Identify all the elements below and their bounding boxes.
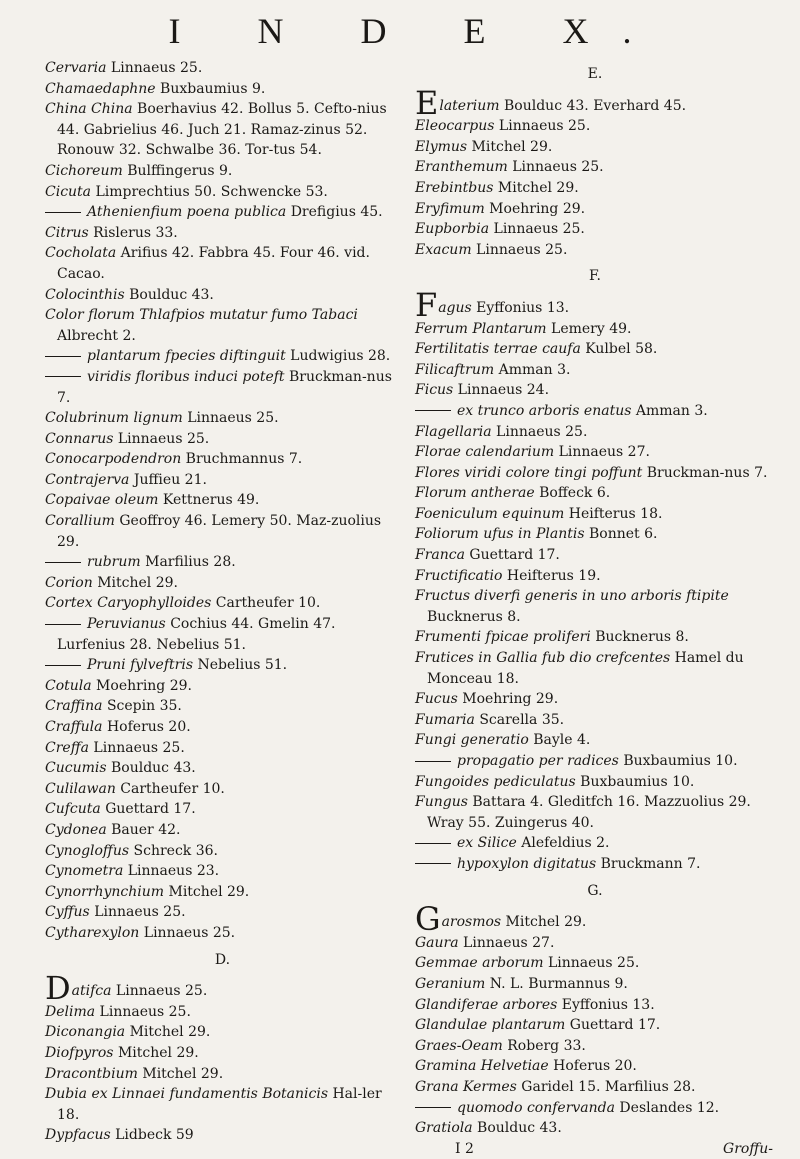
index-entry — [415, 1015, 775, 1036]
index-entry — [415, 586, 775, 627]
index-entry — [45, 346, 400, 367]
entry-term: Cucumis — [45, 760, 107, 777]
index-entry — [45, 969, 400, 1008]
index-entry — [415, 900, 775, 939]
entry-references: Linnaeus 25. — [494, 118, 591, 135]
entry-references: Bonnet 6. — [584, 526, 658, 543]
entry-references: Bucknerus 8. — [590, 629, 689, 646]
index-entry — [415, 157, 775, 178]
entry-references: Linnaeus 25. — [543, 955, 640, 972]
entry-term: rubrum — [87, 554, 141, 571]
initial-capital: F — [415, 285, 438, 324]
entry-term: Creffa — [45, 739, 89, 756]
entry-term: Cocholata — [45, 245, 117, 262]
entry-references: Kulbel 58. — [580, 341, 658, 358]
index-entry — [45, 1043, 400, 1064]
entry-term: Cydonea — [45, 821, 107, 838]
index-entry — [45, 79, 400, 100]
entry-term: Exacum — [415, 241, 472, 258]
index-entry — [415, 1098, 775, 1119]
entry-references: Scepin 35. — [102, 698, 182, 715]
index-entry — [415, 566, 775, 587]
entry-term: Eupborbia — [415, 221, 490, 238]
entry-term: atifca — [71, 983, 112, 1000]
index-entry — [415, 933, 775, 954]
entry-references: Scarella 35. — [474, 711, 565, 728]
entry-references: Lemery 49. — [546, 320, 632, 337]
entry-references: Linnaeus 25. — [111, 983, 208, 1000]
index-entry — [45, 676, 400, 697]
entry-references: Mitchel 29. — [501, 914, 587, 931]
index-entry — [415, 137, 775, 158]
index-entry — [415, 751, 775, 772]
entry-term: Eranthemum — [415, 159, 508, 176]
entry-references: Mitchel 29. — [467, 138, 553, 155]
index-entry — [45, 923, 400, 944]
index-entry — [45, 1002, 400, 1023]
index-entry — [415, 285, 775, 324]
entry-term: ex trunco arboris enatus — [457, 402, 632, 419]
entry-term: Gaura — [415, 934, 459, 951]
entry-references: Heifterus 18. — [564, 505, 663, 522]
index-entry — [45, 655, 400, 676]
ditto-dash — [45, 212, 81, 213]
entry-term: Pruni fylveftris — [87, 657, 193, 674]
entry-term: propagatio per radices — [457, 753, 619, 769]
index-entry — [45, 779, 400, 800]
entry-term: Dypfacus — [45, 1127, 111, 1144]
entry-references: Boulduc 43. — [124, 286, 214, 303]
entry-references: Boulduc 43. Everhard 45. — [499, 97, 687, 114]
entry-term: Corallium — [45, 513, 115, 530]
entry-term: Fructus diverfi generis in uno arboris ftipite — [415, 588, 729, 605]
index-entry — [45, 490, 400, 511]
index-entry — [415, 1056, 775, 1077]
entry-term: Frumenti fpicae proliferi — [415, 629, 591, 646]
entry-term: Copaivae oleum — [45, 492, 159, 509]
entry-term: Cynorrhynchium — [45, 883, 165, 900]
index-entry — [45, 449, 400, 470]
index-entry — [45, 738, 400, 759]
entry-term: Conocarpodendron — [45, 451, 182, 468]
entry-references: Heifterus 19. — [502, 567, 601, 584]
entry-term: Ferrum Plantarum — [415, 320, 547, 337]
index-entry — [45, 799, 400, 820]
entry-term: Dracontbium — [45, 1065, 138, 1082]
entry-references: Amman 3. — [631, 402, 708, 419]
index-entry — [45, 1125, 400, 1146]
entry-term: Florae calendarium — [415, 444, 555, 461]
entry-term: Eleocarpus — [415, 118, 495, 135]
entry-term: Flores viridi colore tingi poffunt — [415, 464, 643, 481]
entry-term: Cynometra — [45, 863, 124, 880]
entry-term: Cortex Caryophylloides — [45, 595, 212, 612]
entry-references: Moehring 29. — [91, 677, 192, 694]
entry-references: Juffieu 21. — [129, 471, 207, 488]
entry-references: Albrecht 2. — [57, 327, 136, 344]
entry-term: Fructificatio — [415, 567, 503, 584]
entry-term: Diofpyros — [45, 1044, 114, 1061]
entry-term: Flagellaria — [415, 423, 492, 440]
initial-capital: E — [415, 83, 439, 122]
entry-references: Limprechtius 50. Schwencke 53. — [91, 183, 328, 200]
index-entry — [45, 243, 400, 284]
index-entry — [415, 995, 775, 1016]
entry-references: Linnaeus 25. — [95, 1003, 191, 1020]
entry-references: Hoferus 20. — [102, 719, 191, 735]
index-entry — [45, 202, 400, 223]
index-entry — [415, 689, 775, 710]
entry-references: Buxbaumius 9. — [155, 80, 266, 97]
entry-references: Linnaeus 25. — [139, 924, 236, 941]
entry-term: Colubrinum lignum — [45, 410, 183, 427]
entry-term: Ficus — [415, 382, 454, 399]
index-entry — [415, 1077, 775, 1098]
index-column-left — [45, 58, 400, 1146]
entry-references: Mitchel 29. — [125, 1024, 211, 1041]
entry-references: Bruckman-nus 7. — [642, 464, 768, 481]
entry-term: Cotula — [45, 677, 92, 694]
entry-references: Nebelius 51. — [193, 657, 288, 674]
index-entry — [415, 1118, 775, 1139]
entry-term: Colocinthis — [45, 286, 125, 303]
index-entry — [45, 882, 400, 903]
initial-capital: D — [45, 969, 71, 1008]
entry-term: Fumaria — [415, 711, 475, 728]
index-entry — [45, 861, 400, 882]
initial-capital: G — [415, 900, 441, 939]
entry-term: Gramina Helvetiae — [415, 1058, 549, 1075]
entry-term: Foliorum ufus in Plantis — [415, 526, 585, 543]
index-entry — [415, 199, 775, 220]
index-entry — [415, 483, 775, 504]
entry-references: Linnaeus 25. — [507, 159, 604, 176]
entry-references: Kettnerus 49. — [158, 492, 260, 509]
index-entry — [45, 696, 400, 717]
entry-references: Boulduc 43. — [472, 1120, 562, 1137]
index-entry — [415, 710, 775, 731]
entry-term: Citrus — [45, 224, 89, 241]
signature-mark: I 2 — [455, 1140, 474, 1157]
entry-references: Boulduc 43. — [106, 760, 196, 777]
entry-references: Moehring 29. — [457, 691, 559, 708]
index-entry — [45, 820, 400, 841]
index-column-right — [415, 58, 775, 1159]
entry-term: quomodo confervanda — [457, 1099, 615, 1116]
entry-term: Fungus — [415, 794, 468, 811]
entry-term: Fungi generatio — [415, 732, 529, 749]
entry-term: Cufcuta — [45, 801, 101, 818]
index-entry — [45, 305, 400, 346]
entry-references: Bruchmannus 7. — [181, 451, 303, 468]
entry-references: Mitchel 29. — [92, 574, 178, 591]
index-entry — [415, 442, 775, 463]
entry-references: Linnaeus 27. — [458, 934, 555, 951]
index-entry — [45, 841, 400, 862]
entry-term: hypoxylon digitatus — [457, 855, 597, 872]
index-entry — [45, 758, 400, 779]
index-entry — [45, 573, 400, 594]
entry-term: Delima — [45, 1003, 96, 1020]
index-entry — [45, 1022, 400, 1043]
entry-references: Arifius 42. Fabbra 45. Four 46. vid. Cacao. — [57, 245, 370, 282]
entry-term: Peruvianus — [87, 616, 166, 633]
entry-term: Cichoreum — [45, 162, 123, 179]
index-entry — [415, 83, 775, 122]
entry-term: Cynogloffus — [45, 842, 130, 859]
entry-references: Mitchel 29. — [137, 1065, 224, 1082]
entry-term: Filicaftrum — [415, 361, 495, 378]
entry-references: Ludwigius 28. — [285, 348, 391, 365]
entry-references: Marfilius 28. — [140, 554, 236, 571]
entry-references: Linnaeus 25. — [106, 60, 203, 76]
ditto-dash — [415, 410, 451, 411]
entry-references: Eyffonius 13. — [557, 996, 655, 1013]
index-entry — [45, 58, 400, 79]
entry-term: Craffula — [45, 719, 103, 735]
entry-references: Linnaeus 27. — [554, 444, 650, 461]
index-entry — [415, 178, 775, 199]
section-letter: G. — [587, 882, 603, 899]
entry-term: laterium — [439, 97, 500, 114]
entry-references: Schreck 36. — [129, 842, 218, 859]
index-entry — [415, 463, 775, 484]
entry-references: Mitchel 29. — [493, 179, 579, 196]
index-entry — [415, 240, 775, 261]
entry-term: Foeniculum equinum — [415, 505, 565, 522]
index-entry — [415, 504, 775, 525]
ditto-dash — [45, 356, 81, 357]
index-entry — [415, 116, 775, 137]
index-entry — [45, 161, 400, 182]
entry-references: Linnaeus 23. — [123, 863, 220, 880]
index-entry — [415, 219, 775, 240]
entry-term: Culilawan — [45, 780, 116, 797]
entry-references: Mitchel 29. — [164, 883, 250, 900]
entry-term: Cicuta — [45, 183, 92, 200]
entry-references: Linnaeus 25. — [88, 739, 185, 756]
entry-term: Grana Kermes — [415, 1078, 517, 1095]
entry-term: Color florum Thlafpios mutatur fumo Tabaci — [45, 307, 358, 324]
entry-references: Linnaeus 25. — [489, 221, 585, 238]
index-entry — [45, 429, 400, 450]
ditto-dash — [415, 761, 451, 762]
entry-term: ex Silice — [457, 835, 517, 852]
entry-references: Guettard 17. — [100, 801, 196, 818]
entry-references: Cartheufer 10. — [115, 780, 225, 797]
entry-references: Mitchel 29. — [113, 1044, 199, 1061]
ditto-dash — [415, 863, 451, 864]
entry-references: Linnaeus 25. — [182, 410, 279, 427]
entry-term: China China — [45, 101, 133, 118]
entry-references: Buxbaumius 10. — [618, 753, 738, 769]
entry-term: viridis floribus induci poteft — [87, 368, 285, 385]
index-entry — [415, 833, 775, 854]
entry-term: agus — [438, 299, 472, 316]
ditto-dash — [415, 1107, 451, 1108]
entry-term: Geranium — [415, 975, 486, 992]
entry-term: Craffina — [45, 698, 103, 715]
entry-references: Bayle 4. — [528, 732, 591, 749]
page-footer — [415, 1139, 775, 1159]
entry-references: Linnaeus 24. — [453, 382, 550, 399]
index-entry — [45, 470, 400, 491]
catchword: Groffu- — [723, 1140, 773, 1157]
index-entry — [45, 408, 400, 429]
index-entry — [45, 1064, 400, 1085]
entry-term: Eryfimum — [415, 200, 485, 217]
entry-references: Linnaeus 25. — [491, 423, 588, 440]
index-entry — [415, 422, 775, 443]
entry-term: Cyffus — [45, 904, 90, 921]
entry-references: Hamel du Monceau 18. — [427, 650, 744, 687]
ditto-dash — [45, 624, 81, 625]
entry-term: Glandulae plantarum — [415, 1017, 566, 1034]
ditto-dash — [45, 376, 81, 377]
entry-term: Chamaedaphne — [45, 80, 156, 97]
section-letter: D. — [214, 951, 231, 968]
entry-term: Contrajerva — [45, 471, 130, 488]
entry-references: N. L. Burmannus 9. — [485, 975, 628, 992]
entry-references: Linnaeus 25. — [113, 430, 210, 447]
entry-references: Moehring 29. — [484, 200, 586, 217]
entry-term: Gemmae arborum — [415, 955, 544, 972]
ditto-dash — [415, 843, 451, 844]
entry-references: Amman 3. — [494, 361, 571, 378]
index-entry — [415, 953, 775, 974]
index-entry — [415, 380, 775, 401]
entry-references: Eyffonius 13. — [471, 299, 570, 316]
index-entry — [415, 524, 775, 545]
index-entry — [415, 319, 775, 340]
entry-term: Erebintbus — [415, 179, 494, 196]
entry-references: Bucknerus 8. — [427, 608, 521, 625]
entry-term: Fungoides pediculatus — [415, 773, 576, 790]
entry-references: Linnaeus 25. — [89, 904, 186, 921]
index-entry — [45, 223, 400, 244]
index-entry — [415, 627, 775, 648]
index-entry — [415, 401, 775, 422]
index-entry — [415, 1036, 775, 1057]
index-entry — [415, 854, 775, 875]
entry-term: Corion — [45, 574, 93, 591]
entry-references: Bauer 42. — [106, 821, 181, 838]
entry-references: Boerhavius 42. Bollus 5. Cefto-nius 44. Gabrielius 46. Juch 21. Ramaz-zinus 52. Ronouw 32. Schwalbe 36. Tor-tus 54. — [57, 101, 387, 159]
entry-term: Diconangia — [45, 1024, 126, 1041]
index-entry — [45, 285, 400, 306]
entry-term: Dubia ex Linnaei fundamentis Botanicis — [45, 1086, 329, 1103]
page-title: I N D E X. — [168, 11, 666, 51]
entry-references: Bruckmann 7. — [596, 855, 701, 872]
index-entry — [415, 974, 775, 995]
ditto-dash — [45, 665, 81, 666]
section-letter: E. — [587, 66, 603, 82]
index-entry — [45, 367, 400, 408]
index-entry — [45, 717, 400, 738]
entry-term: plantarum fpecies diftinguit — [87, 348, 286, 365]
entry-references: Deslandes 12. — [614, 1099, 720, 1116]
entry-references: Guettard 17. — [464, 547, 560, 564]
index-entry — [45, 614, 400, 655]
entry-term: Cytharexylon — [45, 924, 140, 941]
entry-term: Cervaria — [45, 60, 107, 76]
entry-term: Graes-Oeam — [415, 1037, 503, 1054]
entry-references: Lidbeck 59 — [110, 1127, 194, 1144]
entry-term: Glandiferae arbores — [415, 996, 558, 1013]
entry-term: Fertilitatis terrae caufa — [415, 341, 581, 358]
ditto-dash — [45, 562, 81, 563]
entry-references: Geoffroy 46. Lemery 50. Maz-zuolius 29. — [57, 513, 382, 550]
entry-term: Gratiola — [415, 1120, 473, 1137]
index-entry — [415, 339, 775, 360]
entry-references: Garidel 15. Marfilius 28. — [516, 1078, 696, 1095]
entry-references: Bruckman-nus 7. — [57, 368, 392, 406]
entry-references: Cartheufer 10. — [211, 595, 321, 612]
entry-references: Bulffingerus 9. — [122, 162, 233, 179]
entry-term: Fucus — [415, 691, 458, 708]
entry-term: Florum antherae — [415, 485, 535, 502]
entry-term: Frutices in Gallia fub dio crefcentes — [415, 650, 671, 667]
index-entry — [45, 182, 400, 203]
entry-references: Guettard 17. — [565, 1017, 661, 1034]
index-entry — [45, 511, 400, 552]
entry-term: Athenienfium poena publica — [87, 204, 287, 221]
index-entry — [415, 772, 775, 793]
entry-term: Connarus — [45, 430, 114, 447]
index-entry — [45, 99, 400, 161]
entry-references: Drefigius 45. — [286, 204, 383, 221]
entry-references: Rislerus 33. — [88, 224, 178, 241]
index-entry — [415, 792, 775, 833]
entry-references: Buxbaumius 10. — [575, 773, 695, 790]
entry-references: Alefeldius 2. — [516, 835, 610, 852]
index-entry — [415, 545, 775, 566]
entry-term: Franca — [415, 547, 465, 564]
entry-references: Cochius 44. Gmelin 47. Lurfenius 28. Nebelius 51. — [57, 616, 336, 653]
index-entry — [45, 593, 400, 614]
entry-references: Hoferus 20. — [548, 1058, 637, 1075]
entry-term: arosmos — [441, 914, 502, 931]
entry-references: Roberg 33. — [502, 1037, 586, 1054]
index-entry — [415, 648, 775, 689]
index-entry — [415, 360, 775, 381]
entry-references: Boffeck 6. — [534, 485, 611, 502]
entry-references: Linnaeus 25. — [471, 241, 568, 258]
index-entry — [45, 1084, 400, 1125]
index-entry — [415, 730, 775, 751]
entry-references: Hal-ler 18. — [57, 1086, 382, 1123]
entry-term: Elymus — [415, 138, 468, 155]
entry-references: Battara 4. Gleditfch 16. Mazzuolius 29. Wray 55. Zuingerus 40. — [427, 794, 751, 831]
index-entry — [45, 552, 400, 573]
index-entry — [45, 902, 400, 923]
section-letter: F. — [589, 268, 601, 285]
